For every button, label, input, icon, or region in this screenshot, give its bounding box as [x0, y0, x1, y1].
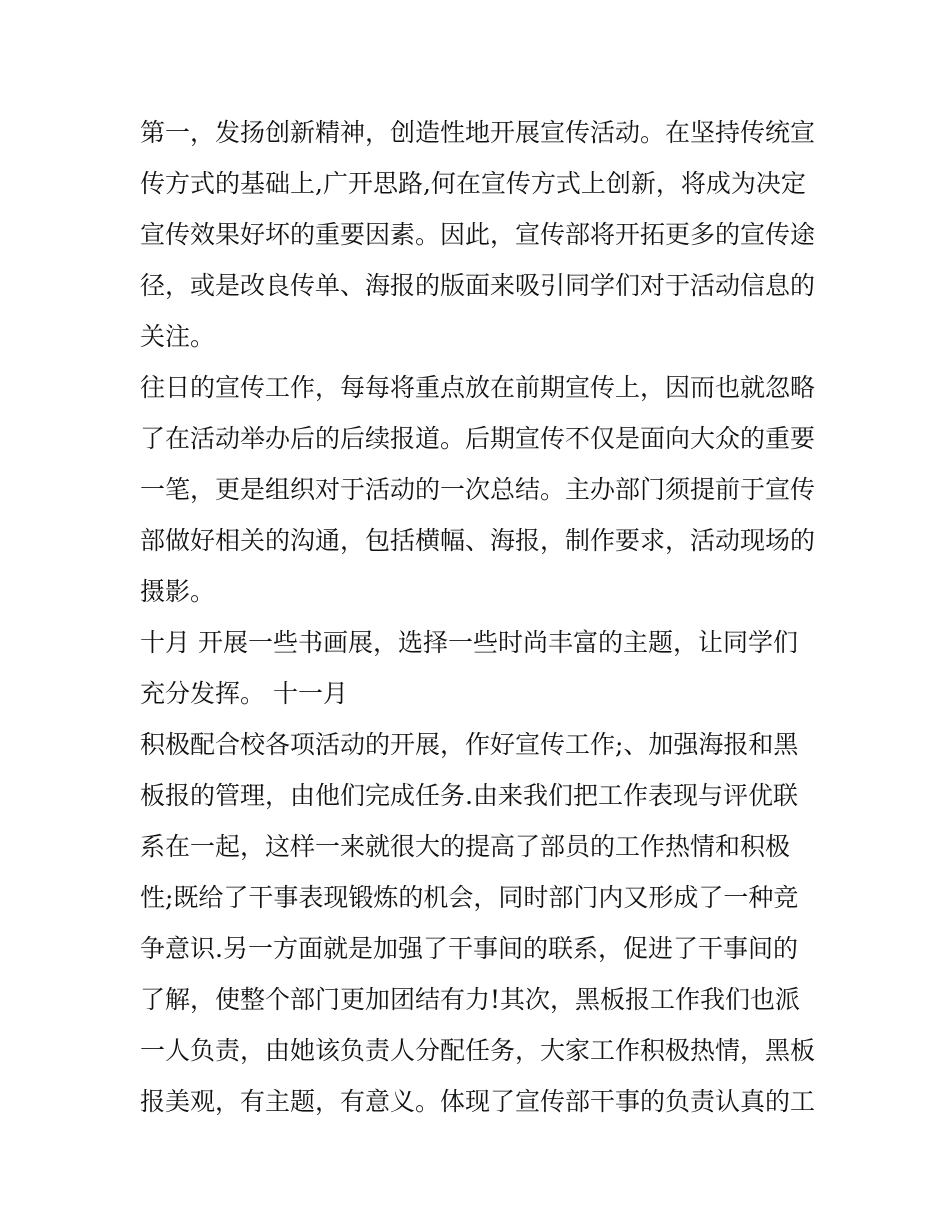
- text-line: 一笔，更是组织对于活动的一次总结。主办部门须提前于宣传: [140, 475, 816, 504]
- text-line: 传方式的基础上,广开思路,何在宣传方式上创新，将成为决定: [140, 169, 806, 198]
- text-line: 摄影。: [140, 577, 216, 606]
- text-line: 第一，发扬创新精神，创造性地开展宣传活动。在坚持传统宣: [140, 118, 816, 147]
- text-line: 报美观，有主题，有意义。体现了宣传部干事的负责认真的工: [140, 1087, 816, 1116]
- text-line: 部做好相关的沟通，包括横幅、海报，制作要求，活动现场的: [140, 526, 816, 555]
- document-body: [140, 107, 820, 1127]
- text-line: 了在活动举办后的后续报道。后期宣传不仅是面向大众的重要: [140, 424, 816, 453]
- text-line: 性;既给了干事表现锻炼的机会，同时部门内又形成了一种竞: [140, 883, 799, 912]
- text-line: 了解，使整个部门更加团结有力!其次，黑板报工作我们也派: [140, 985, 801, 1014]
- text-line: 争意识.另一方面就是加强了干事间的联系，促进了干事间的: [140, 934, 798, 963]
- text-line: 往日的宣传工作，每每将重点放在前期宣传上，因而也就忽略: [140, 373, 816, 402]
- text-line: 系在一起，这样一来就很大的提高了部员的工作热情和积极: [140, 832, 791, 861]
- text-line: 宣传效果好坏的重要因素。因此，宣传部将开拓更多的宣传途: [140, 220, 816, 249]
- text-line: 关注。: [140, 322, 216, 351]
- text-line: 充分发挥。 十一月: [140, 679, 348, 708]
- text-line: 积极配合校各项活动的开展，作好宣传工作;、加强海报和黑: [140, 730, 799, 759]
- text-line: 十月 开展一些书画展，选择一些时尚丰富的主题，让同学们: [140, 628, 798, 657]
- text-line: 径，或是改良传单、海报的版面来吸引同学们对于活动信息的: [140, 271, 816, 300]
- text-line: 一人负责，由她该负责人分配任务，大家工作积极热情，黑板: [140, 1036, 816, 1065]
- text-line: 板报的管理，由他们完成任务.由来我们把工作表现与评优联: [140, 781, 798, 810]
